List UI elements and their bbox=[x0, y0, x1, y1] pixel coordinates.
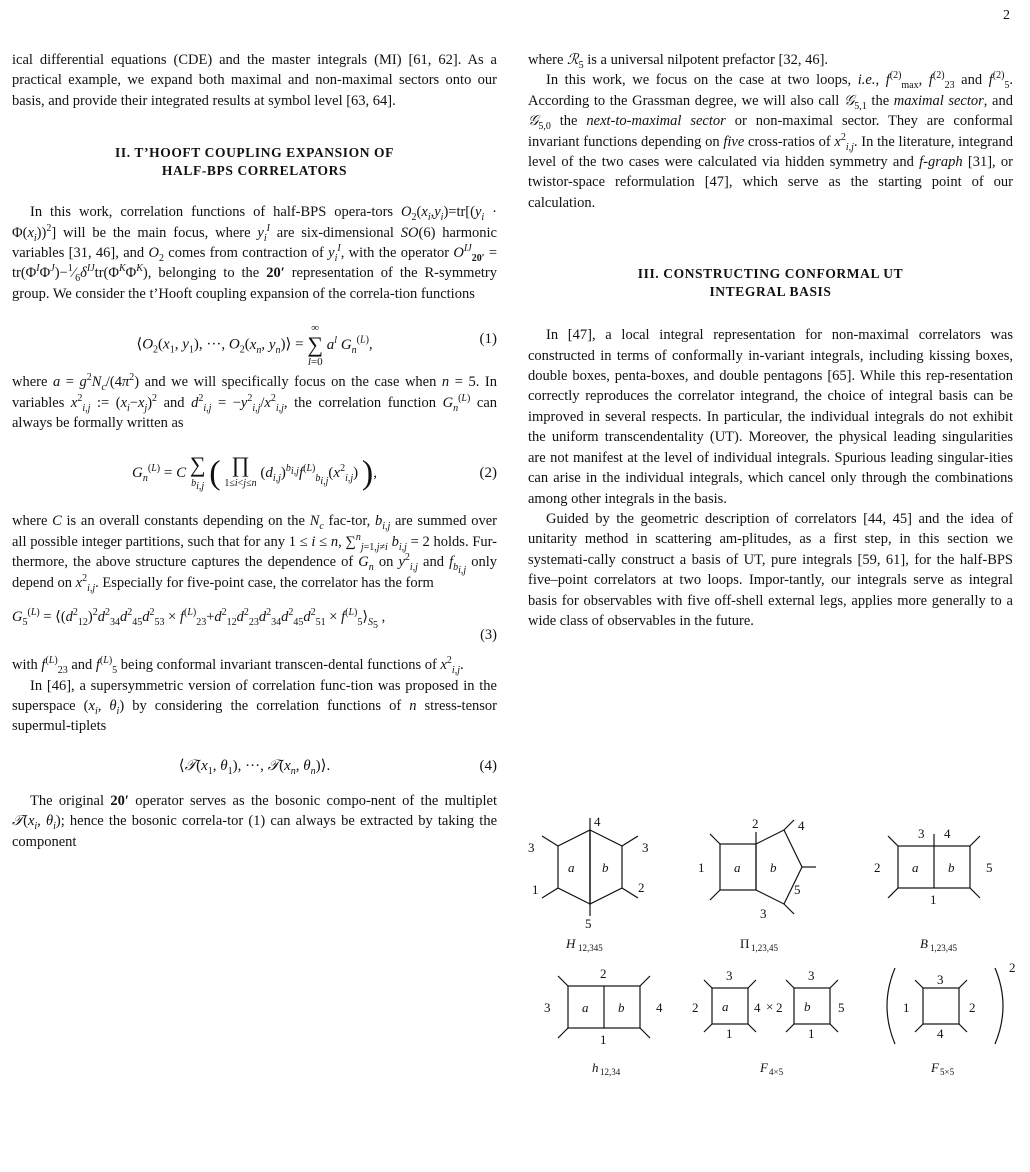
section-2-paragraph-4: with $f^{(L)}_{23}$ and $f^{(L)}_5$ being conformal invariant transcen-dental functions of $x^2_{i,j}$. bbox=[12, 655, 464, 676]
diagram-4-caption: h bbox=[592, 1060, 599, 1075]
diagram-double-box-h bbox=[544, 966, 663, 1077]
diagram-1-label: 4 bbox=[594, 814, 601, 829]
diagram-4-label: a bbox=[582, 1000, 589, 1015]
diagram-3-caption: B bbox=[920, 936, 928, 951]
diagram-box-squared bbox=[887, 960, 1016, 1077]
topology-diagrams bbox=[528, 814, 1018, 1172]
diagram-1-label: 3 bbox=[642, 840, 649, 855]
diagram-6-caption-sub: 5×5 bbox=[940, 1067, 955, 1077]
diagram-5-label: 3 bbox=[726, 968, 733, 983]
diagram-1-label: 1 bbox=[532, 882, 539, 897]
equation-4: $⟨𝒯(x_1$, $\theta_1$), ···, $𝒯(x_n$, $\theta_n)⟩$. (4) bbox=[178, 757, 497, 777]
intro-paragraph: ical differential equations (CDE) and the master integrals (MI) [61, 62]. As a practical example, we expand both maximal and non-maximal sectors onto our basis, and provide their integrated results at symbol level [63, 64]. bbox=[12, 52, 497, 109]
diagram-3-label: b bbox=[948, 860, 955, 875]
diagram-5-label: b bbox=[804, 999, 811, 1014]
diagram-2-label: b bbox=[770, 860, 777, 875]
diagram-2-caption-sub: 1,23,45 bbox=[751, 943, 778, 953]
integral-topologies-figure bbox=[528, 814, 1018, 1172]
section-2-paragraph-5: In [46], a supersymmetric version of correlation func-tion was proposed in the superspace ($x_i$, $\theta_i$) by considering the correlation functions of n stress-tensor supermul-tiplets bbox=[12, 677, 497, 735]
diagram-1-label: 3 bbox=[528, 840, 535, 855]
diagram-3-label: 3 bbox=[918, 826, 925, 841]
section-3-paragraph-1: In [47], a local integral representation for non-maximal correlators was constructed in terms of conformally in-variant integrals, including kissing boxes, double boxes, penta-boxes, and double pentagons [65]. While this rep-resentation correctly reproduces the correlator integrand, the choice of integral basis can be improved in several respects. In particular, the individual integrals do not exhibit the uniform transcendentality (UT). Moreover, the physical leading singularities are not manifest at the level of individual integrals. Spurious leading singular-ities can arise in the individual integrals, which cancel only through the combinations among other integrals in the basis. bbox=[528, 327, 1013, 507]
diagram-1-label: 2 bbox=[638, 880, 645, 895]
right-paragraph-1: where ℛ$_5$ is a universal nilpotent prefactor [32, 46]. bbox=[528, 52, 829, 71]
diagram-1-label: a bbox=[568, 860, 575, 875]
diagram-4-label: 1 bbox=[600, 1032, 607, 1047]
diagram-5-label: × bbox=[766, 999, 774, 1014]
diagram-6-label: 4 bbox=[937, 1026, 944, 1041]
diagram-5-label: 3 bbox=[808, 968, 815, 983]
diagram-3-label: 1 bbox=[930, 892, 937, 907]
right-paragraph-2: In this work, we focus on the case at two loops, i.e., $f^{(2)}_{max}$, $f^{(2)}_{23}$ and $f^{(2)}_5$. According to the Grassman degree, we will also call 𝒢$_{5,1}$ the maximal sector, and 𝒢$_{5,0}$ the next-to-maximal sector or non-maximal sector. They are conformal invariant functions depending on five cross-ratios of $x^2_{i,j}$. In the literature, integrand level of the two cases were calculated via hidden symmetry and f-graph [31], or twistor-space reformulation [47], which serve as the starting point of our calculation. bbox=[528, 70, 1014, 211]
diagram-5-caption: F bbox=[760, 1060, 768, 1075]
diagram-6-label: 2 bbox=[1009, 960, 1016, 975]
diagram-6-caption: F bbox=[931, 1060, 939, 1075]
diagram-5-label: a bbox=[722, 999, 729, 1014]
diagram-5-label: 1 bbox=[808, 1026, 815, 1041]
diagram-6-label: 2 bbox=[969, 1000, 976, 1015]
equation-1: $⟨O_2(x_1$, $y_1$), ···, $O_2(x_n$, $y_n)⟩$ = ∞ ∑ l=0 $a^l$ $G_n^{(L)}$, (1) bbox=[136, 322, 497, 369]
diagram-double-box bbox=[874, 826, 993, 953]
diagram-1-label: 5 bbox=[585, 916, 592, 931]
diagram-4-label: b bbox=[618, 1000, 625, 1015]
diagram-4-caption-sub: 12,34 bbox=[600, 1067, 621, 1077]
diagram-penta-box bbox=[698, 816, 816, 953]
diagram-1-caption-sub: 12,345 bbox=[578, 943, 603, 953]
diagram-2-label: a bbox=[734, 860, 741, 875]
section-3-paragraph-2: Guided by the geometric description of correlators [44, 45] and the idea of unitarity method in scattering am-plitudes, as a first step, in this section we systemati-cally construct a basis of UT, pure integrals [59, 61], for the half-BPS five–point correlators at two loops. Impor-tantly, our integrals serve as integral basis for observables with five off-shell external legs, applies more generally to a wide class of observables in the future. bbox=[528, 510, 1013, 629]
diagram-4-label: 3 bbox=[544, 1000, 551, 1015]
section-2-paragraph-6: The original 20′ operator serves as the bosonic compo-nent of the multiplet $𝒯(x_i$, $\theta_i$); hence the bosonic correla-tor (1) can always be extracted by taking the component bbox=[12, 792, 498, 850]
diagram-double-pentagon bbox=[528, 814, 649, 953]
diagram-3-label: 2 bbox=[874, 860, 881, 875]
diagram-box-product bbox=[692, 968, 845, 1077]
diagram-6-label: 3 bbox=[937, 972, 944, 987]
diagram-2-caption: Π bbox=[740, 936, 750, 951]
diagram-5-label: 2 bbox=[776, 1000, 783, 1015]
equation-3: $G_5^{(L)}$ = $⟨(d^2_{12})^2d^2_{34}d^2_{45}d^2_{53} \times f^{(L)}_{23}+d^2_{12}d^2_{23}d^2_{34}d^2_{45}d^2_{51}$ × $f^{(L)}_5⟩_{S_5}$ , (3) bbox=[12, 607, 497, 644]
page-number: 2 bbox=[1003, 8, 1010, 23]
equation-2: $G_n^{(L)} = C$ ∑ $b_{i,j}$ ( ∏ 1≤i<j≤n $(d_{i,j})^{b_{i,j}}f^{(L)}_{b_{i,j}}(x^2_{i,j})$ ), (2) bbox=[132, 451, 497, 493]
diagram-5-label: 1 bbox=[726, 1026, 733, 1041]
diagram-3-label: 4 bbox=[944, 826, 951, 841]
diagram-2-label: 2 bbox=[752, 816, 759, 831]
diagram-2-label: 3 bbox=[760, 906, 767, 921]
section-2-title: II. T’HOOFT COUPLING EXPANSION OF HALF-BPS CORRELATORS bbox=[115, 145, 394, 179]
diagram-4-label: 4 bbox=[656, 1000, 663, 1015]
section-2-paragraph-1: In this work, correlation functions of half-BPS opera-tors $O_2(x_i,y_i)=tr[(y_i \cdot \Phi(x_i))^2]$ will be the main focus, where $y_i^I$ are six-dimensional SO(6) harmonic variables [31, 46], and $O_2$ comes from contraction of $y_i^I$, with the operator $O^{IJ}_{20'}$ = $tr(\Phi^I\Phi^J)-^1⁄_6\delta^{IJ}tr(\Phi^K\Phi^K)$, belonging to the 20′ representation of the R-symmetry group. We consider the t’Hooft coupling expansion of the correla-tion functions bbox=[12, 204, 498, 302]
diagram-5-label: 4 bbox=[754, 1000, 761, 1015]
diagram-1-label: b bbox=[602, 860, 609, 875]
diagram-6-label: 1 bbox=[903, 1000, 910, 1015]
diagram-2-label: 1 bbox=[698, 860, 705, 875]
right-column bbox=[528, 50, 1013, 631]
left-column bbox=[12, 50, 497, 852]
section-3-title: III. CONSTRUCTING CONFORMAL UT INTEGRAL BASIS bbox=[637, 266, 904, 300]
diagram-4-label: 2 bbox=[600, 966, 607, 981]
section-2-paragraph-3: where C is an overall constants depending on the $N_c$ fac-tor, $b_{i,j}$ are summed over all possible integer partitions, such that for any 1 ≤ i ≤ n, ∑$^n_{j=1,j\ne i}$ $b_{i,j} = 2$ holds. Fur-thermore, the above structure captures the dependence of $G_n$ on $y^2_{i,j}$ and $f_{b_{i,j}}$ only depend on $x^2_{i,j}$. Especially for five-point case, the correlator has the form bbox=[12, 513, 498, 594]
diagram-2-label: 4 bbox=[798, 818, 805, 833]
diagram-5-caption-sub: 4×5 bbox=[769, 1067, 784, 1077]
diagram-3-label: 5 bbox=[986, 860, 993, 875]
diagram-5-label: 2 bbox=[692, 1000, 699, 1015]
section-2-paragraph-2: where $a = g^2N_c/(4\pi^2)$ and we will specifically focus on the case when n = 5. In variables $x^2_{i,j}$ := $(x_i-x_j)^2$ and $d^2_{i,j} = -y^2_{i,j}/x^2_{i,j}$, the correlation function $G_n^{(L)}$ can always be formally written as bbox=[12, 372, 498, 432]
diagram-1-caption: H bbox=[566, 936, 576, 951]
diagram-3-label: a bbox=[912, 860, 919, 875]
diagram-3-caption-sub: 1,23,45 bbox=[930, 943, 957, 953]
diagram-2-label: 5 bbox=[794, 882, 801, 897]
diagram-5-label: 5 bbox=[838, 1000, 845, 1015]
